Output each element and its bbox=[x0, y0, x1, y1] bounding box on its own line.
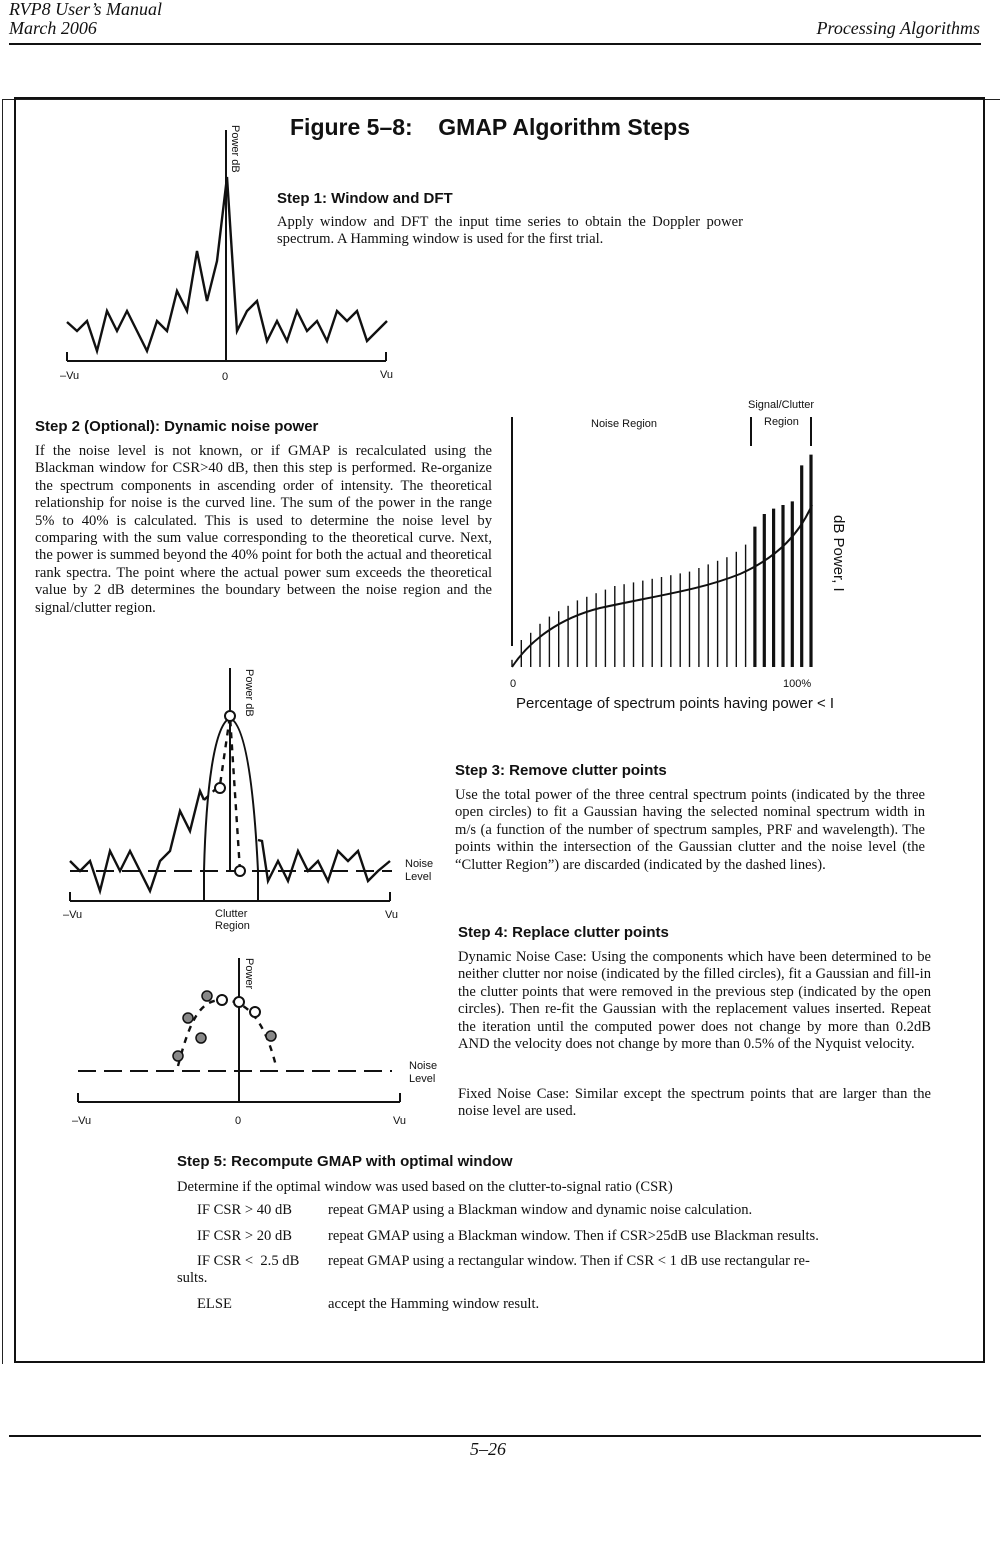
header-manual-title: RVP8 User’s Manual bbox=[9, 0, 162, 19]
rank-x-tick-0: 0 bbox=[510, 678, 517, 690]
step3-clutter-label-2: Region bbox=[215, 920, 250, 932]
rank-y-label: dB Power, I bbox=[830, 515, 847, 592]
footer-rule bbox=[9, 1435, 981, 1437]
step4-text-fixed: Fixed Noise Case: Similar except the spectrum points that are larger than the noise level are used. bbox=[458, 1086, 931, 1120]
open-circle-peak bbox=[225, 711, 235, 721]
filled-circle-4 bbox=[202, 991, 212, 1001]
step3-clutter-label-1: Clutter bbox=[215, 908, 248, 920]
step5-intro: Determine if the optimal window was used based on the clutter-to-signal ratio (CSR) bbox=[177, 1179, 673, 1195]
open-circle-replaced-2 bbox=[234, 997, 244, 1007]
step1-x-center: 0 bbox=[222, 371, 229, 383]
step4-heading: Step 4: Replace clutter points bbox=[458, 924, 669, 941]
filled-circle-2 bbox=[183, 1013, 193, 1023]
csr-cond-1: IF CSR > 40 dB bbox=[197, 1202, 293, 1218]
csr-cond-2: IF CSR > 20 dB bbox=[197, 1228, 293, 1244]
open-circle-replaced-3 bbox=[250, 1007, 260, 1017]
step3-x-right: Vu bbox=[385, 909, 399, 921]
step3-heading: Step 3: Remove clutter points bbox=[455, 762, 667, 779]
step3-x-left: –Vu bbox=[63, 909, 83, 921]
filled-circle-3 bbox=[196, 1033, 206, 1043]
step4-text: Dynamic Noise Case: Using the components which have been determined to be neither clutter nor noise (indicated by the filled circles), fit a Gaussian and fill-in the clutter points that were removed in the previous step (indicated by the open circles). Then re-fit the Gaussian with the replacement values inserted. Repeat the iteration until the computed power does not change by more than 0.2dB AND the velocity does not change by more than 0.5% of the Nyquist velocity. bbox=[458, 949, 931, 1053]
step4-x-center: 0 bbox=[235, 1115, 242, 1127]
open-circle-right bbox=[235, 866, 245, 876]
csr-cond-3: IF CSR < 2.5 dB bbox=[197, 1253, 300, 1269]
open-circle-left bbox=[215, 783, 225, 793]
step4-x-left: –Vu bbox=[72, 1115, 92, 1127]
step4-noise-label-1: Noise bbox=[409, 1060, 438, 1072]
step1-x-right: Vu bbox=[380, 369, 394, 381]
page-number: 5–26 bbox=[470, 1439, 506, 1459]
csr-action-3-wrap: sults. bbox=[177, 1270, 208, 1286]
step4-noise-label-2: Level bbox=[409, 1073, 436, 1085]
csr-action-4: accept the Hamming window result. bbox=[328, 1296, 540, 1312]
step1-y-label: Power dB bbox=[229, 125, 241, 173]
csr-cond-4: ELSE bbox=[197, 1296, 232, 1312]
figure-title: Figure 5–8: GMAP Algorithm Steps bbox=[290, 114, 691, 140]
noise-region-label: Noise Region bbox=[591, 418, 658, 430]
csr-action-1: repeat GMAP using a Blackman window and dynamic noise calculation. bbox=[328, 1202, 753, 1218]
rank-x-label: Percentage of spectrum points having power < I bbox=[516, 695, 835, 712]
header-rule bbox=[9, 43, 981, 45]
header-section: Processing Algorithms bbox=[816, 18, 980, 38]
step3-text: Use the total power of the three central spectrum points (indicated by the three open circles) to fit a Gaussian having the selected nominal spectrum width in m/s (a function of the number of spectrum samples, PRF and wavelength). The points within the intersection of the Gaussian clutter and the noise level (the “Clutter Region”) are discarded (indicated by the dashed lines). bbox=[455, 787, 925, 873]
signal-clutter-label-1: Signal/Clutter bbox=[748, 399, 815, 411]
filled-circle-5 bbox=[266, 1031, 276, 1041]
signal-clutter-label-2: Region bbox=[764, 416, 799, 428]
step1-text: Apply window and DFT the input time series to obtain the Doppler power spectrum. A Hamming window is used for the first trial. bbox=[277, 214, 743, 248]
filled-circle-1 bbox=[173, 1051, 183, 1061]
step3-noise-label-1: Noise bbox=[405, 858, 434, 870]
step4-x-right: Vu bbox=[393, 1115, 407, 1127]
header-date: March 2006 bbox=[9, 18, 97, 38]
open-circle-replaced-1 bbox=[217, 995, 227, 1005]
step3-noise-label-2: Level bbox=[405, 871, 432, 883]
step3-y-label: Power dB bbox=[243, 669, 255, 717]
step4-y-label: Power bbox=[243, 958, 255, 990]
figure-frame bbox=[14, 97, 985, 1363]
csr-action-2: repeat GMAP using a Blackman window. Then if CSR>25dB use Blackman results. bbox=[328, 1228, 819, 1244]
step1-x-left: –Vu bbox=[60, 370, 80, 382]
rank-x-tick-100: 100% bbox=[783, 678, 812, 690]
step2-heading: Step 2 (Optional): Dynamic noise power bbox=[35, 418, 319, 435]
step2-text: If the noise level is not known, or if GMAP is recalculated using the Blackman window for CSR>40 dB, then this step is performed. Re-organize the spectrum components in ascending order of intensity. The theoretical relationship for noise is the curved line. The sum of the power in the range 5% to 40% is calculated. This is used to determine the noise level by comparing with the sum value corresponding to the theoretical curve. Next, the power is summed beyond the 40% point for both the actual and theoretical rank spectra. The point where the actual power sum exceeds the theoretical value by 2 dB determines the boundary between the noise region and the signal/clutter region. bbox=[35, 443, 492, 616]
csr-action-3: repeat GMAP using a rectangular window. Then if CSR < 1 dB use rectangular re- bbox=[328, 1253, 810, 1269]
step1-heading: Step 1: Window and DFT bbox=[277, 190, 453, 207]
step5-heading: Step 5: Recompute GMAP with optimal window bbox=[177, 1153, 513, 1170]
